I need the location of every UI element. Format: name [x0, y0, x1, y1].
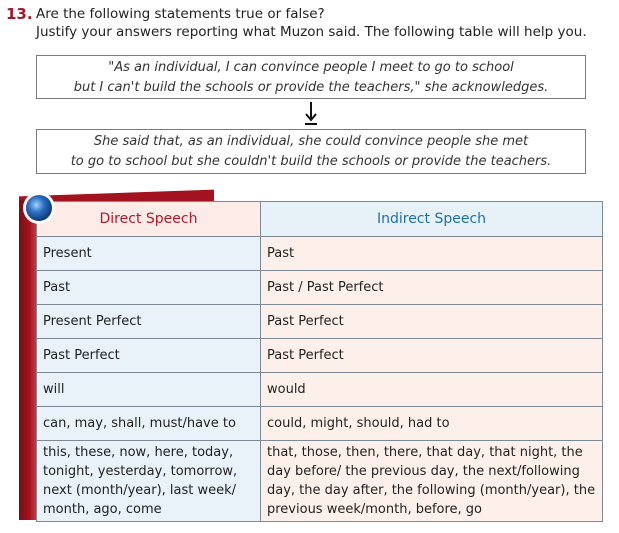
- indirect-cell: would: [261, 373, 603, 407]
- direct-quote-line-1: "As an individual, I can convince people I meet to go to school: [108, 60, 514, 75]
- question-instruction-line-1: Are the following statements true or false?: [36, 6, 325, 22]
- direct-cell: Present: [37, 237, 261, 271]
- reported-speech-box: [36, 129, 586, 174]
- indirect-cell: Past / Past Perfect: [261, 271, 603, 305]
- reported-speech-line-1: She said that, as an individual, she could convince people she met: [93, 134, 529, 149]
- direct-cell: can, may, shall, must/have to: [37, 407, 261, 441]
- table-row: [37, 407, 603, 441]
- table-row: [37, 237, 603, 271]
- table-row: [37, 271, 603, 305]
- direct-quote-box: [36, 55, 586, 99]
- indirect-cell: could, might, should, had to: [261, 407, 603, 441]
- table-header-row: [37, 202, 603, 237]
- down-arrow-icon: [303, 101, 319, 127]
- direct-cell: Past Perfect: [37, 339, 261, 373]
- red-spine-decoration: [19, 200, 36, 520]
- reported-speech-line-2: to go to school but she couldn't build the schools or provide the teachers.: [70, 154, 552, 169]
- table-row: [37, 305, 603, 339]
- header-indirect-speech: Indirect Speech: [261, 202, 603, 237]
- direct-cell: Past: [37, 271, 261, 305]
- question-instruction-line-2: Justify your answers reporting what Muzon said. The following table will help you.: [36, 24, 587, 40]
- table-row: [37, 339, 603, 373]
- indirect-cell: Past: [261, 237, 603, 271]
- header-direct-speech: Direct Speech: [37, 202, 261, 237]
- blue-bullet-icon: [26, 195, 52, 221]
- indirect-cell: Past Perfect: [261, 305, 603, 339]
- indirect-cell: that, those, then, there, that day, that night, the day before/ the previous day, the next/following day, the day after, the following (month/year), the previous week/month, before, go: [261, 441, 603, 522]
- table-row: [37, 441, 603, 522]
- direct-cell: will: [37, 373, 261, 407]
- direct-cell: this, these, now, here, today, tonight, yesterday, tomorrow, next (month/year), last week/ month, ago, come: [37, 441, 261, 522]
- direct-quote-line-2: but I can't build the schools or provide the teachers," she acknowledges.: [73, 80, 549, 95]
- table-row: [37, 373, 603, 407]
- indirect-cell: Past Perfect: [261, 339, 603, 373]
- reported-speech-table: [36, 201, 603, 522]
- question-number: 13.: [6, 5, 33, 23]
- direct-cell: Present Perfect: [37, 305, 261, 339]
